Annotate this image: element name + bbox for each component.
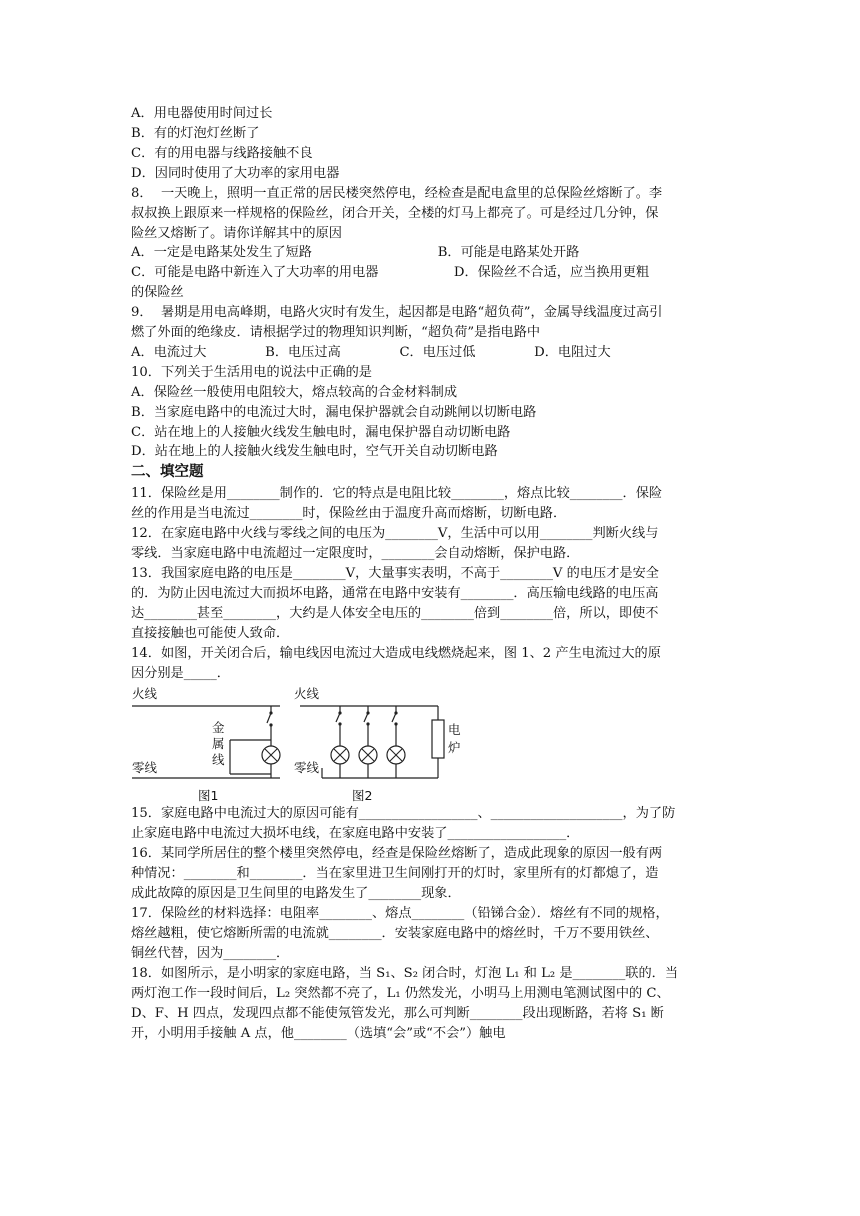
heater-label: 炉 — [448, 740, 461, 755]
text-line: B．有的灯泡灯丝断了 — [131, 126, 260, 141]
text-line: 叔叔换上跟原来一样规格的保险丝，闭合开关，全楼的灯马上都亮了。可是经过几分钟，保 — [131, 206, 659, 221]
text-line: C．站在地上的人接触火线发生触电时，漏电保护器自动切断电路 — [131, 425, 511, 440]
text-line: 种情况：________和________．当在家里进卫生间刚打开的灯时，家里所有的灯都熄了，造 — [131, 866, 659, 881]
text-line: C．可能是电路中新连入了大功率的用电器 D．保险丝不合适，应当换用更粗 — [131, 265, 650, 280]
text-line: 燃了外面的绝缘皮．请根据学过的物理知识判断，“超负荷”是指电路中 — [131, 325, 541, 340]
text-line: 熔丝越粗，使它熔断所需的电流就________．安装家庭电路中的熔丝时，千万不要用铁丝、 — [131, 926, 659, 941]
text-line: 18．如图所示，是小明家的家庭电路，当 S₁、S₂ 闭合时，灯泡 L₁ 和 L₂ 是________联的．当 — [131, 966, 679, 981]
branch-1 — [331, 706, 349, 778]
live-wire-label: 火线 — [294, 686, 320, 701]
figure-2-caption: 图2 — [352, 788, 373, 803]
text-line: 两灯泡工作一段时间后，L₂ 突然都不亮了，L₁ 仍然发光，小明马上用测电笔测试图中的 C、 — [131, 986, 670, 1001]
branch-2 — [359, 706, 377, 778]
text-line: 丝的作用是当电流过________时，保险丝由于温度升高而熔断，切断电路． — [131, 506, 567, 521]
text-line: A．电流过大 B．电压过高 C．电压过低 D．电阻过大 — [131, 345, 611, 360]
text-line: 17．保险丝的材料选择：电阻率________、熔点________（铅锑合金）．熔丝有不同的规格， — [131, 906, 669, 921]
text-line: 10．下列关于生活用电的说法中正确的是 — [131, 365, 372, 380]
text-line: 因分别是_____． — [131, 666, 230, 681]
text-line: 12．在家庭电路中火线与零线之间的电压为________V，生活中可以用________判断火线与 — [131, 526, 659, 541]
text-line: 13．我国家庭电路的电压是________V，大量事实表明，不高于________V 的电压才是安全 — [131, 566, 659, 581]
text-line: 险丝又熔断了。请你详解其中的原因 — [131, 226, 342, 241]
metal-wire-label: 线 — [212, 752, 225, 767]
heater-resistor — [432, 720, 444, 758]
section-heading: 二、填空题 — [131, 464, 204, 480]
text-line: 铜丝代替，因为________． — [131, 946, 290, 961]
metal-wire-label: 属 — [212, 736, 225, 751]
text-line: 16．某同学所居住的整个楼里突然停电，经查是保险丝熔断了，造成此现象的原因一般有两 — [131, 846, 663, 861]
branch-3 — [387, 706, 405, 778]
text-line: A．一定是电路某处发生了短路 B．可能是电路某处开路 — [131, 245, 580, 260]
text-line: 成此故障的原因是卫生间里的电路发生了________现象． — [131, 886, 461, 901]
text-line: 止家庭电路中电流过大损坏电线，在家庭电路中安装了__________________． — [131, 826, 580, 841]
circuit-figure-2 — [292, 682, 472, 806]
text-line: A．用电器使用时间过长 — [131, 106, 273, 121]
text-line: 达________甚至________，大约是人体安全电压的________倍到________倍，所以，即使不 — [131, 606, 659, 621]
text-line: D、F、H 四点，发现四点都不能使氖管发光，那么可判断________段出现断路，若将 S₁ 断 — [131, 1006, 664, 1021]
live-wire-label: 火线 — [132, 686, 158, 701]
figure-1-caption: 图1 — [198, 788, 219, 803]
text-line: A．保险丝一般使用电阻较大，熔点较高的合金材料制成 — [131, 385, 458, 400]
heater-label: 电 — [448, 722, 461, 737]
text-line: 8． 一天晚上，照明一直正常的居民楼突然停电，经检查是配电盒里的总保险丝熔断了。李 — [131, 186, 663, 201]
text-line: D．站在地上的人接触火线发生触电时，空气开关自动切断电路 — [131, 444, 498, 459]
text-line: D．因同时使用了大功率的家用电器 — [131, 166, 340, 181]
text-line: B．当家庭电路中的电流过大时，漏电保护器就会自动跳闸以切断电路 — [131, 405, 537, 420]
text-line: 直接接触也可能使人致命． — [131, 626, 290, 641]
neutral-wire-label: 零线 — [132, 760, 158, 775]
text-line: 的．为防止因电流过大而损坏电路，通常在电路中安装有________．高压输电线路的电压高 — [131, 586, 659, 601]
text-line: 开，小明用手接触 A 点，他________（选填“会”或“不会”）触电 — [131, 1026, 506, 1041]
text-line: 9． 暑期是用电高峰期，电路火灾时有发生，起因都是电路“超负荷”，金属导线温度过高引 — [131, 305, 663, 320]
text-line: C．有的用电器与线路接触不良 — [131, 146, 313, 161]
text-line: 15．家庭电路中电流过大的原因可能有__________________、____________________，为了防 — [131, 806, 676, 821]
text-line: 的保险丝 — [131, 285, 184, 300]
neutral-wire-label: 零线 — [294, 760, 320, 775]
text-line: 11．保险丝是用________制作的．它的特点是电阻比较________，熔点比较________．保险 — [131, 486, 663, 501]
text-line: 零线．当家庭电路中电流超过一定限度时，________会自动熔断，保护电路． — [131, 546, 580, 561]
circuit-figure-1 — [128, 682, 288, 806]
metal-wire-label: 金 — [212, 720, 225, 735]
text-line: 14．如图，开关闭合后，输电线因电流过大造成电线燃烧起来，图 1、2 产生电流过大的原 — [131, 646, 661, 661]
